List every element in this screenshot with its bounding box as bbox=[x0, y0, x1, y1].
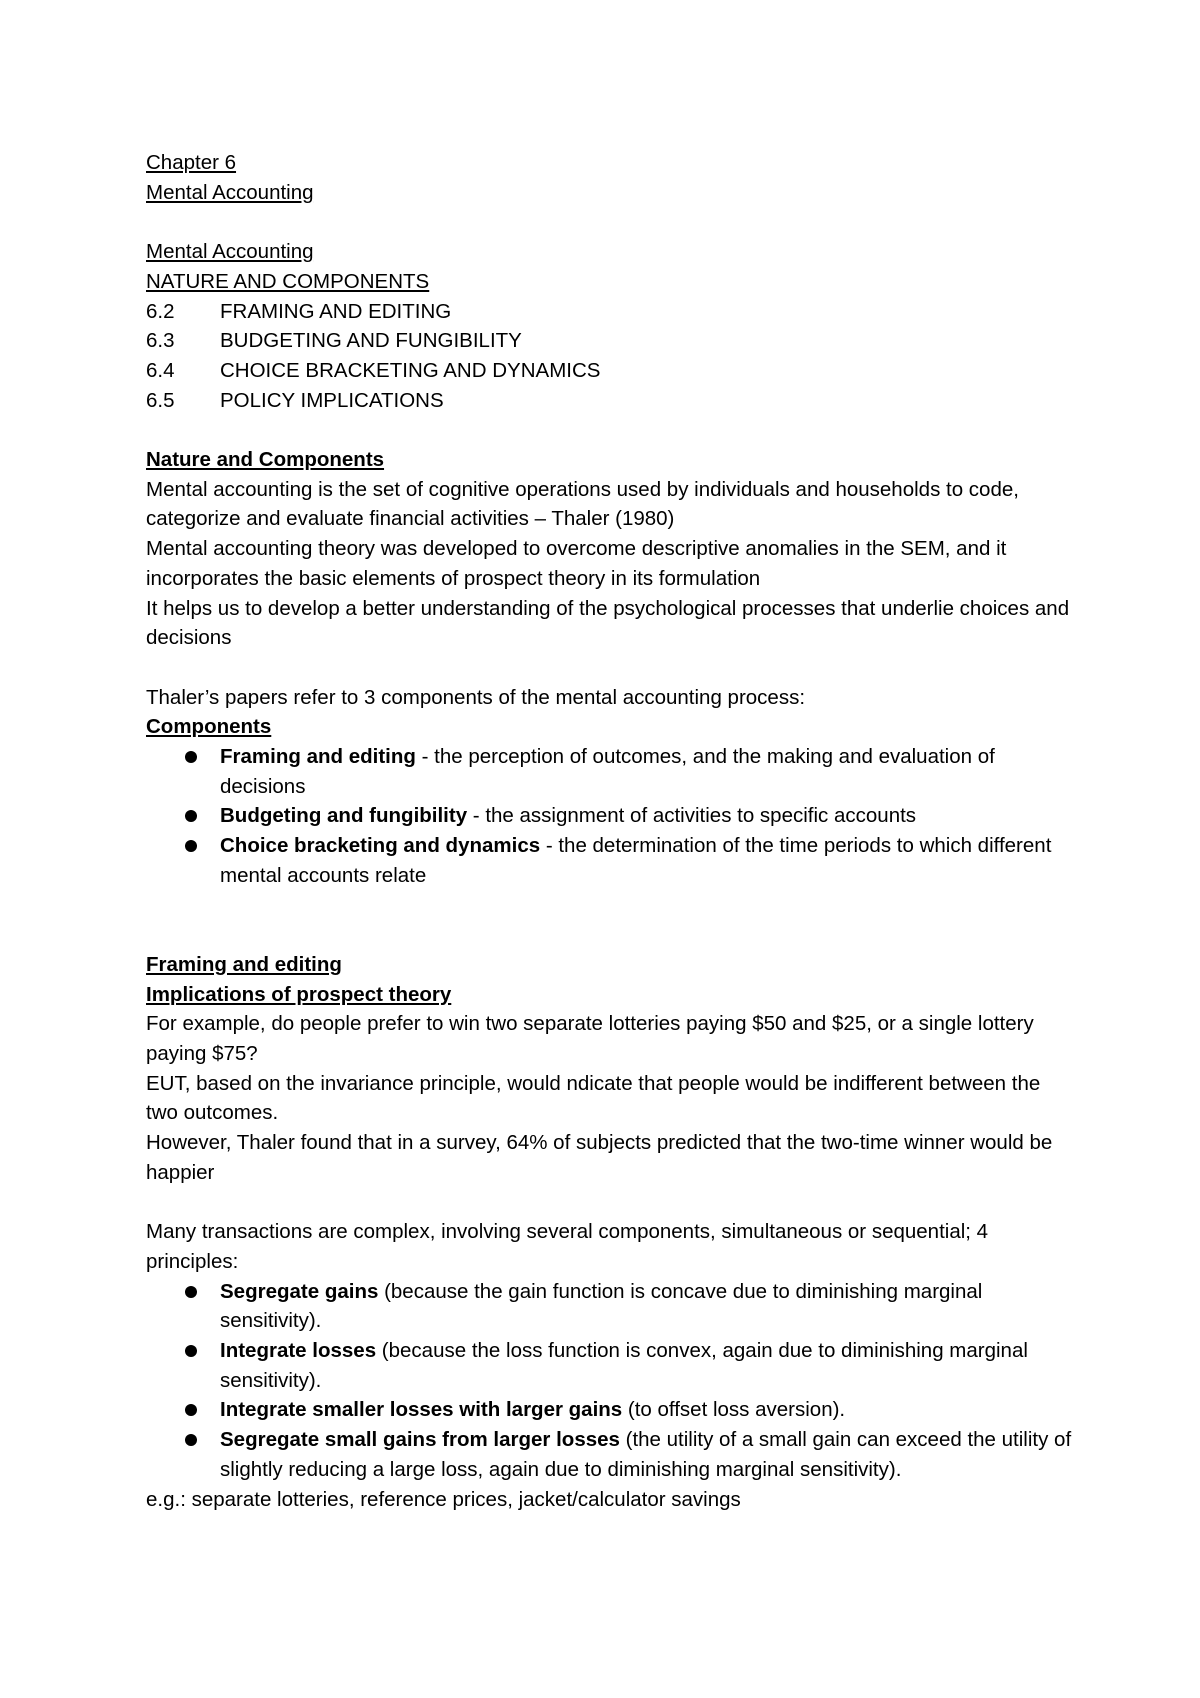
contents-item-label: POLICY IMPLICATIONS bbox=[220, 388, 444, 412]
contents-item-label: CHOICE BRACKETING AND DYNAMICS bbox=[220, 358, 601, 382]
paragraph: It helps us to develop a better understanding of the psychological processes that underlie choices and decisions bbox=[146, 596, 1070, 650]
paragraph: EUT, based on the invariance principle, would ndicate that people would be indifferent between the two outcomes. bbox=[146, 1071, 1041, 1125]
bullet-icon bbox=[185, 840, 197, 852]
list-item-term: Integrate losses bbox=[220, 1339, 377, 1363]
contents-item bbox=[146, 326, 1076, 356]
bullet-icon bbox=[185, 1345, 197, 1357]
contents-item-number: 6.5 bbox=[146, 388, 175, 412]
list-item-text: (because the loss function is convex, again due to diminishing marginal sensitivity). bbox=[220, 1339, 1028, 1392]
paragraph: Many transactions are complex, involving several components, simultaneous or sequential; 4 principles: bbox=[146, 1220, 989, 1273]
framing-section bbox=[146, 950, 1076, 1514]
bullet-icon bbox=[185, 1434, 197, 1446]
paragraph: For example, do people prefer to win two separate lotteries paying $50 and $25, or a single lottery paying $75? bbox=[146, 1012, 1034, 1066]
list-item-text: - the assignment of activities to specific accounts bbox=[467, 804, 917, 828]
contents-heading: Mental Accounting bbox=[146, 240, 314, 264]
list-item bbox=[146, 1336, 1076, 1395]
bullet-icon bbox=[185, 1286, 197, 1298]
spacer bbox=[146, 1188, 1076, 1218]
contents-item-number: 6.3 bbox=[146, 329, 175, 353]
paragraph: Thaler’s papers refer to 3 components of the mental accounting process: bbox=[146, 685, 806, 709]
chapter-title: Mental Accounting bbox=[146, 180, 314, 204]
bullet-icon bbox=[185, 751, 197, 763]
list-item bbox=[146, 1395, 1076, 1425]
contents-item bbox=[146, 297, 1076, 327]
list-item-text: - the perception of outcomes, and the making and evaluation of decisions bbox=[220, 745, 995, 798]
bullet-icon bbox=[185, 1404, 197, 1416]
bullet-icon bbox=[185, 810, 197, 822]
contents-item bbox=[146, 386, 1076, 416]
principles-list bbox=[146, 1277, 1076, 1485]
contents-item-label: FRAMING AND EDITING bbox=[220, 299, 452, 323]
list-item-text: (to offset loss aversion). bbox=[622, 1398, 846, 1422]
contents-item-number: 6.4 bbox=[146, 358, 175, 382]
spacer bbox=[146, 653, 1076, 683]
spacer bbox=[146, 415, 1076, 445]
paragraph: Mental accounting theory was developed to overcome descriptive anomalies in the SEM, and it incorporates the basic elements of prospect theory in its formulation bbox=[146, 537, 1007, 590]
list-item-term: Integrate smaller losses with larger gains bbox=[220, 1398, 623, 1422]
list-item bbox=[146, 801, 1076, 831]
list-item-term: Segregate small gains from larger losses bbox=[220, 1428, 620, 1452]
list-item-term: Framing and editing bbox=[220, 745, 416, 769]
spacer bbox=[146, 207, 1076, 237]
list-item bbox=[146, 742, 1076, 801]
example-line: e.g.: separate lotteries, reference prices, jacket/calculator savings bbox=[146, 1487, 741, 1511]
nature-section bbox=[146, 445, 1076, 891]
contents-first-item: NATURE AND COMPONENTS bbox=[146, 269, 430, 293]
paragraph: Mental accounting is the set of cognitive operations used by individuals and households to code, categorize and evaluate financial activities – Thaler (1980) bbox=[146, 477, 1019, 531]
contents-item-label: BUDGETING AND FUNGIBILITY bbox=[220, 329, 522, 353]
document-page bbox=[146, 148, 1076, 1514]
list-item-term: Budgeting and fungibility bbox=[220, 804, 468, 828]
list-item bbox=[146, 1277, 1076, 1336]
subsection-heading: Components bbox=[146, 715, 272, 739]
list-item-text: (because the gain function is concave due to diminishing marginal sensitivity). bbox=[220, 1279, 983, 1333]
paragraph: However, Thaler found that in a survey, 64% of subjects predicted that the two-time winner would be happier bbox=[146, 1131, 1053, 1184]
section-heading: Framing and editing bbox=[146, 952, 342, 976]
list-item-term: Segregate gains bbox=[220, 1279, 379, 1303]
contents-item bbox=[146, 356, 1076, 386]
spacer bbox=[146, 891, 1076, 950]
list-item bbox=[146, 831, 1076, 890]
chapter-number: Chapter 6 bbox=[146, 151, 237, 174]
subsection-heading: Implications of prospect theory bbox=[146, 982, 452, 1006]
components-list bbox=[146, 742, 1076, 891]
list-item-text: - the determination of the time periods to which different mental accounts relate bbox=[220, 834, 1052, 887]
list-item-text: (the utility of a small gain can exceed the utility of slightly reducing a large loss, again due to diminishing marginal sensitivity). bbox=[220, 1428, 1072, 1481]
contents-section bbox=[146, 237, 1076, 415]
list-item bbox=[146, 1425, 1076, 1484]
list-item-term: Choice bracketing and dynamics bbox=[220, 834, 541, 858]
section-heading: Nature and Components bbox=[146, 448, 385, 471]
contents-item-number: 6.2 bbox=[146, 299, 175, 323]
